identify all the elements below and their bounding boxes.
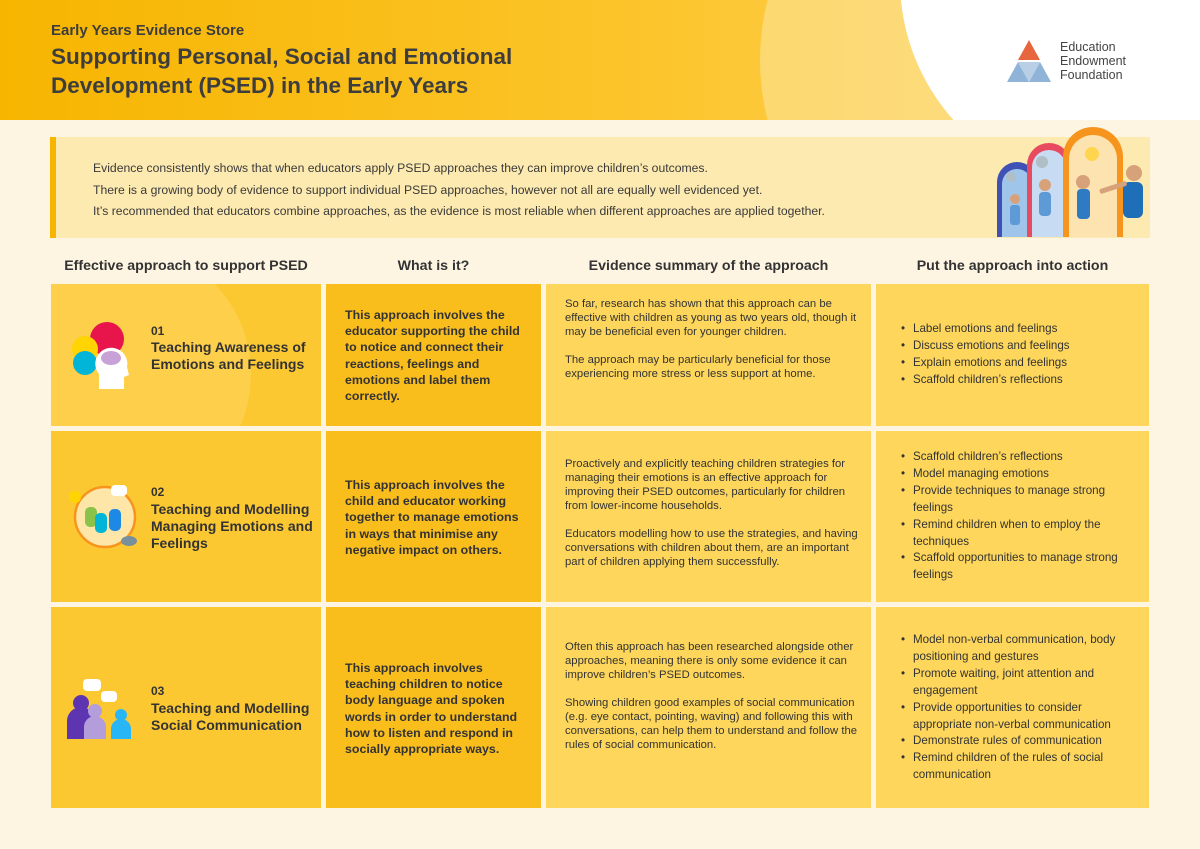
what-cell <box>326 607 541 808</box>
action-item: • Model non-verbal communication, body positioning and gestures <box>901 632 1141 666</box>
action-list <box>901 632 1141 784</box>
header-banner <box>0 0 1200 120</box>
eef-logo <box>1006 38 1136 86</box>
approach-number: 03 <box>151 684 165 698</box>
evidence-cell <box>546 431 871 602</box>
action-item: • Promote waiting, joint attention and engagement <box>901 666 1141 700</box>
action-item: • Model managing emotions <box>901 466 1141 483</box>
eef-logo-icon <box>1006 40 1052 84</box>
action-item: • Scaffold opportunities to manage strong feelings <box>901 550 1141 584</box>
evidence-text: Proactively and explicitly teaching children strategies for managing their emotions is an effective approach for improving their PSED outcomes, particularly for children from lower-income households. Educators modelling how to use the strategies, and having conversations with children about them, are an important part of children applying them successfully. <box>565 458 858 568</box>
evidence-text: Often this approach has been researched alongside other approaches, meaning there is only some evidence it can improve children’s PSED outcomes. Showing children good examples of social communication (e.g. eye contact, pointing, waving) and following this with conversations, can help them to understand and follow the rules of social communication. <box>565 641 858 751</box>
action-list <box>901 449 1141 584</box>
column-header: Effective approach to support PSED <box>64 258 308 274</box>
approach-title: Teaching and Modelling Managing Emotions and Feelings <box>151 501 313 551</box>
intro-text: Evidence consistently shows that when educators apply PSED approaches they can improve children’s outcomes. <box>93 161 708 175</box>
action-list <box>901 321 1141 389</box>
action-item: • Remind children when to employ the techniques <box>901 517 1141 551</box>
org-name: Education Endowment Foundation <box>1060 40 1127 82</box>
action-item: • Label emotions and feelings <box>901 321 1141 338</box>
head-emotions-icon <box>69 319 145 391</box>
evidence-text: So far, research has shown that this approach can be effective with children as young as two years old, though it may be beneficial even for younger children. The approach may be particularly beneficial for those experiencing more stress or less support at home. <box>565 298 857 380</box>
approach-cell <box>51 431 321 602</box>
page-title: Supporting Personal, Social and Emotional Development (PSED) in the Early Years <box>51 44 513 98</box>
approach-cell <box>51 284 321 426</box>
social-communication-icon <box>65 677 137 739</box>
action-cell <box>876 284 1149 426</box>
approach-title: Teaching and Modelling Social Communication <box>151 700 310 733</box>
action-cell <box>876 607 1149 808</box>
action-item: • Scaffold children’s reflections <box>901 372 1141 389</box>
managing-emotions-icon <box>65 479 145 555</box>
callout-accent-bar <box>50 137 56 238</box>
approach-title: Teaching Awareness of Emotions and Feelings <box>151 339 306 372</box>
column-header: What is it? <box>397 258 470 274</box>
what-cell <box>326 284 541 426</box>
series-label: Early Years Evidence Store <box>51 22 245 39</box>
intro-callout <box>50 137 1150 238</box>
action-item: • Discuss emotions and feelings <box>901 338 1141 355</box>
column-header: Evidence summary of the approach <box>588 258 829 274</box>
intro-text: It’s recommended that educators combine approaches, as the evidence is most reliable when different approaches are applied together. <box>93 204 825 218</box>
approach-number: 01 <box>151 324 165 338</box>
what-text: This approach involves the educator supporting the child to notice and connect their reactions, feelings and emotions and label them correctly. <box>345 308 520 404</box>
mirror-children-illustration <box>995 127 1145 239</box>
action-item: • Scaffold children’s reflections <box>901 449 1141 466</box>
evidence-cell <box>546 284 871 426</box>
what-cell <box>326 431 541 602</box>
evidence-cell <box>546 607 871 808</box>
intro-text: There is a growing body of evidence to support individual PSED approaches, however not all are equally well evidenced yet. <box>93 183 763 197</box>
what-text: This approach involves the child and educator working together to manage emotions in ways that minimise any negative impact on others. <box>345 478 519 557</box>
action-item: • Remind children of the rules of social communication <box>901 750 1141 784</box>
column-header: Put the approach into action <box>916 258 1109 274</box>
action-item: • Provide opportunities to consider appropriate non-verbal communication <box>901 700 1141 734</box>
approach-number: 02 <box>151 485 165 499</box>
action-item: • Provide techniques to manage strong feelings <box>901 483 1141 517</box>
what-text: This approach involves teaching children to notice body language and spoken words in order to understand how to listen and respond in socially appropriate ways. <box>345 661 518 757</box>
approach-cell <box>51 607 321 808</box>
action-cell <box>876 431 1149 602</box>
action-item: • Demonstrate rules of communication <box>901 733 1141 750</box>
action-item: • Explain emotions and feelings <box>901 355 1141 372</box>
